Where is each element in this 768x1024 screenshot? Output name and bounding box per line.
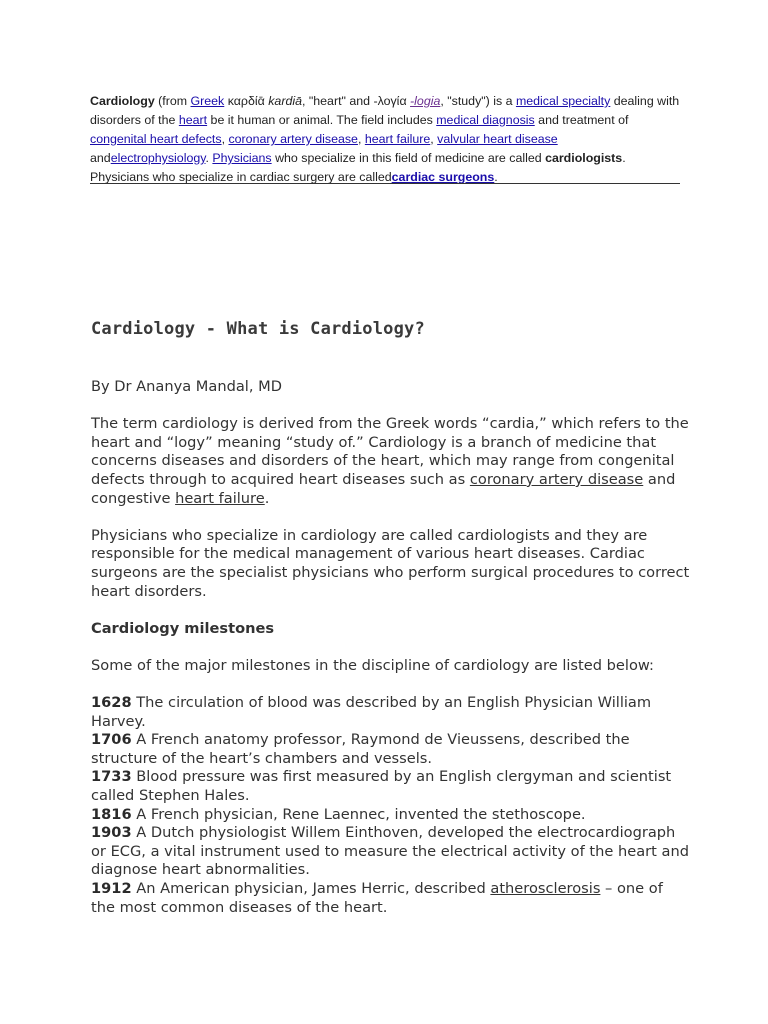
milestone-year: 1816 [91,805,132,823]
term-cardiologists: cardiologists [545,151,623,165]
article-body [91,318,691,917]
text: and treatment of [534,113,629,127]
kardia-italic: kardiā [268,94,302,108]
milestone-text: – one of the most common diseases of the heart. [91,880,663,916]
link-valvular-heart-disease[interactable]: valvular heart disease [437,132,558,146]
link-congenital-heart-defects[interactable]: congenital heart defects [90,132,222,146]
link-physicians[interactable]: Physicians [212,151,272,165]
link-heart-failure-article[interactable]: heart failure [175,489,265,507]
link-greek[interactable]: Greek [190,94,225,108]
text: . Physicians who specialize in cardiac surgery are called [90,151,626,184]
link-electrophysiology[interactable]: electrophysiology [110,151,206,165]
text: and congestive [91,470,676,507]
milestone-item [91,824,691,880]
milestones-heading: Cardiology milestones [91,619,275,637]
text: (from [154,94,191,108]
text: and [90,151,111,165]
milestone-item [91,694,691,731]
milestone-item [91,880,691,917]
text: , "study") is a [440,94,516,108]
text: , [357,132,365,146]
text: . [494,170,498,184]
link-heart-failure[interactable]: heart failure [364,132,431,146]
text: dealing with disorders of the [90,94,680,127]
milestone-year: 1912 [91,880,132,898]
link-atherosclerosis[interactable]: atherosclerosis [490,880,601,898]
milestone-year: 1706 [91,731,132,749]
link-coronary-artery-disease[interactable]: coronary artery disease [228,132,358,146]
milestones-list [91,694,691,917]
intro-paragraph [91,415,691,508]
physicians-paragraph: Physicians who specialize in cardiology are called cardiologists and they are responsible for the medical management of various heart diseases. Cardiac surgeons are the specialist physicians who perform surgical procedures to correct heart disorders. [91,526,690,600]
wikipedia-excerpt [90,92,680,187]
link-medical-specialty[interactable]: medical specialty [515,94,611,108]
milestone-text: An American physician, James Herric, described [131,880,491,898]
link-medical-diagnosis[interactable]: medical diagnosis [436,113,535,127]
milestone-year: 1733 [91,768,132,786]
text: . [264,489,270,507]
text: be it human or animal. The field includes [207,113,437,127]
term-cardiology: Cardiology [90,94,155,108]
milestone-year: 1628 [91,694,132,712]
byline: By Dr Ananya Mandal, MD [91,378,282,395]
text: , [430,132,438,146]
text: , "heart" and -λογία [301,94,411,108]
milestone-text: The circulation of blood was described by an English Physician William Harvey. [91,694,652,730]
milestone-item [91,806,691,825]
link-cardiac-surgeons[interactable]: cardiac surgeons [391,170,495,184]
milestone-text: A French anatomy professor, Raymond de Vieussens, described the structure of the heart’s chambers and vessels. [91,731,630,767]
text: , [221,132,229,146]
horizontal-divider [90,183,680,184]
link-heart[interactable]: heart [178,113,208,127]
text: καρδίᾱ [224,94,269,108]
wiki-paragraph [90,92,680,187]
text: . [205,151,213,165]
milestone-text: A French physician, Rene Laennec, invented the stethoscope. [131,805,586,823]
milestone-item [91,731,691,768]
text: who specialize in this field of medicine are called [271,151,546,165]
milestone-text: Blood pressure was first measured by an English clergyman and scientist called Stephen Hales. [91,768,672,805]
link-logia[interactable]: -logia [410,94,441,108]
milestone-text: A Dutch physiologist Willem Einthoven, developed the electrocardiograph or ECG, a vital instrument used to measure the electrical activity of the heart and diagnose heart abnormalities. [91,824,689,879]
text: The term cardiology is derived from the Greek words “cardia,” which refers to the heart and “logy” meaning “study of.” Cardiology is a branch of medicine that concerns diseases and disorders of the heart, which may range from congenital defects through to acquired heart diseases such as [91,415,689,488]
article-title: Cardiology - What is Cardiology? [91,319,425,339]
milestones-intro: Some of the major milestones in the discipline of cardiology are listed below: [91,656,654,674]
milestone-year: 1903 [91,824,132,842]
milestone-item [91,768,691,805]
link-coronary-artery-disease-article[interactable]: coronary artery disease [469,470,644,488]
